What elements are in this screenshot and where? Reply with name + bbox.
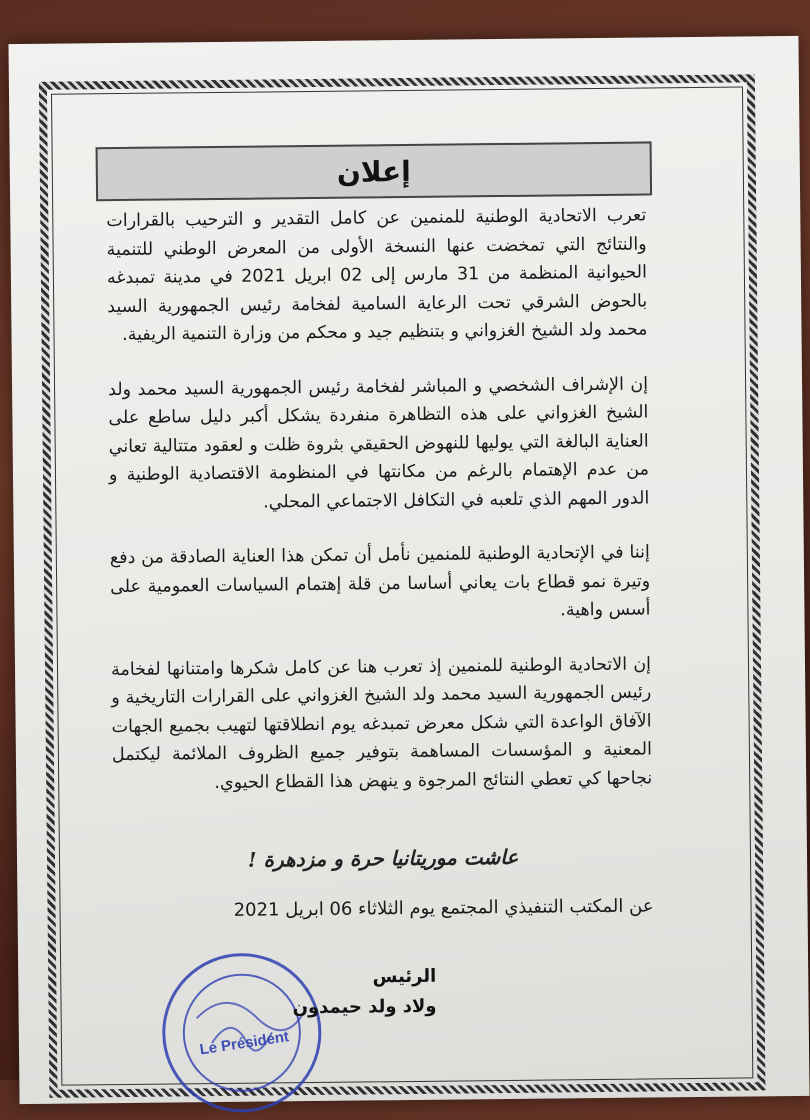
- title-box: [96, 141, 653, 201]
- paragraph-4: إن الاتحادية الوطنية للمنمين إذ تعرب هنا عن كامل شكرها وامتنانها لفخامة رئيس الجمهورية السيد محمد ولد الشيخ الغزواني على القرارات التاريخية و الآفاق الواعدة التي شكل معرض تمبدغه يوم انطلاقتها لتهيب بجميع الجهات المعنية و المؤسسات المساهمة بتوفير جميع الظروف الملائمة ليكتمل نجاحها كي تعطي النتائج المرجوة و ينهض هذا القطاع الحيوي.: [110, 653, 653, 793]
- paragraph-3: إننا في الإتحادية الوطنية للمنمين نأمل أن تمكن هذا العناية الصادقة من دفع وتيرة نمو قطاع بات يعاني أساسا من قلة إهتمام السياسات العمومية على أسس واهية.: [109, 542, 651, 621]
- stamp-text: Le Président: [198, 1028, 291, 1059]
- decorative-border: [39, 74, 766, 1097]
- signatory-name: ولاد ولد حيمدون: [292, 995, 437, 1019]
- page-title: إعلان: [336, 154, 411, 189]
- paragraph-2: إن الإشراف الشخصي و المباشر لفخامة رئيس الجمهورية السيد محمد ولد الشيخ الغزواني على هذه التظاهرة منفردة يشكل أكبر دليل ساطع على العناية البالغة التي يوليها للنهوض الحقيقي بثروة ظلت و لعقود متتالية تعاني من عدم الإهتمام بالرغم من مكانتها في المنظومة الاقتصادية الوطنية و الدور المهم الذي تلعبه في التكافل الاجتماعي المحلي.: [107, 373, 650, 513]
- signatory-title: الرئيس: [372, 965, 437, 988]
- meeting-line: عن المكتب التنفيذي المجتمع يوم الثلاثاء 06 ابريل 2021: [233, 895, 654, 921]
- paper-sheet: [8, 36, 809, 1104]
- paragraph-1: تعرب الاتحادية الوطنية للمنمين عن كامل التقدير و الترحيب بالقرارات والنتائج التي تمخضت عنها النسخة الأولى من المعرض الوطني للتنمية الحيوانية المنظمة من 31 مارس إلى 02 ابريل 2021 في مدينة تمبدغه بالحوض الشرقي تحت الرعاية السامية لفخامة رئيس الجمهورية السيد محمد ولد الشيخ الغزواني و بتنظيم جيد و محكم من وزارة التنمية الريفية.: [106, 205, 648, 345]
- announcement-body: [106, 201, 652, 824]
- slogan: عاشت موريتانيا حرة و مزدهرة !: [247, 844, 519, 872]
